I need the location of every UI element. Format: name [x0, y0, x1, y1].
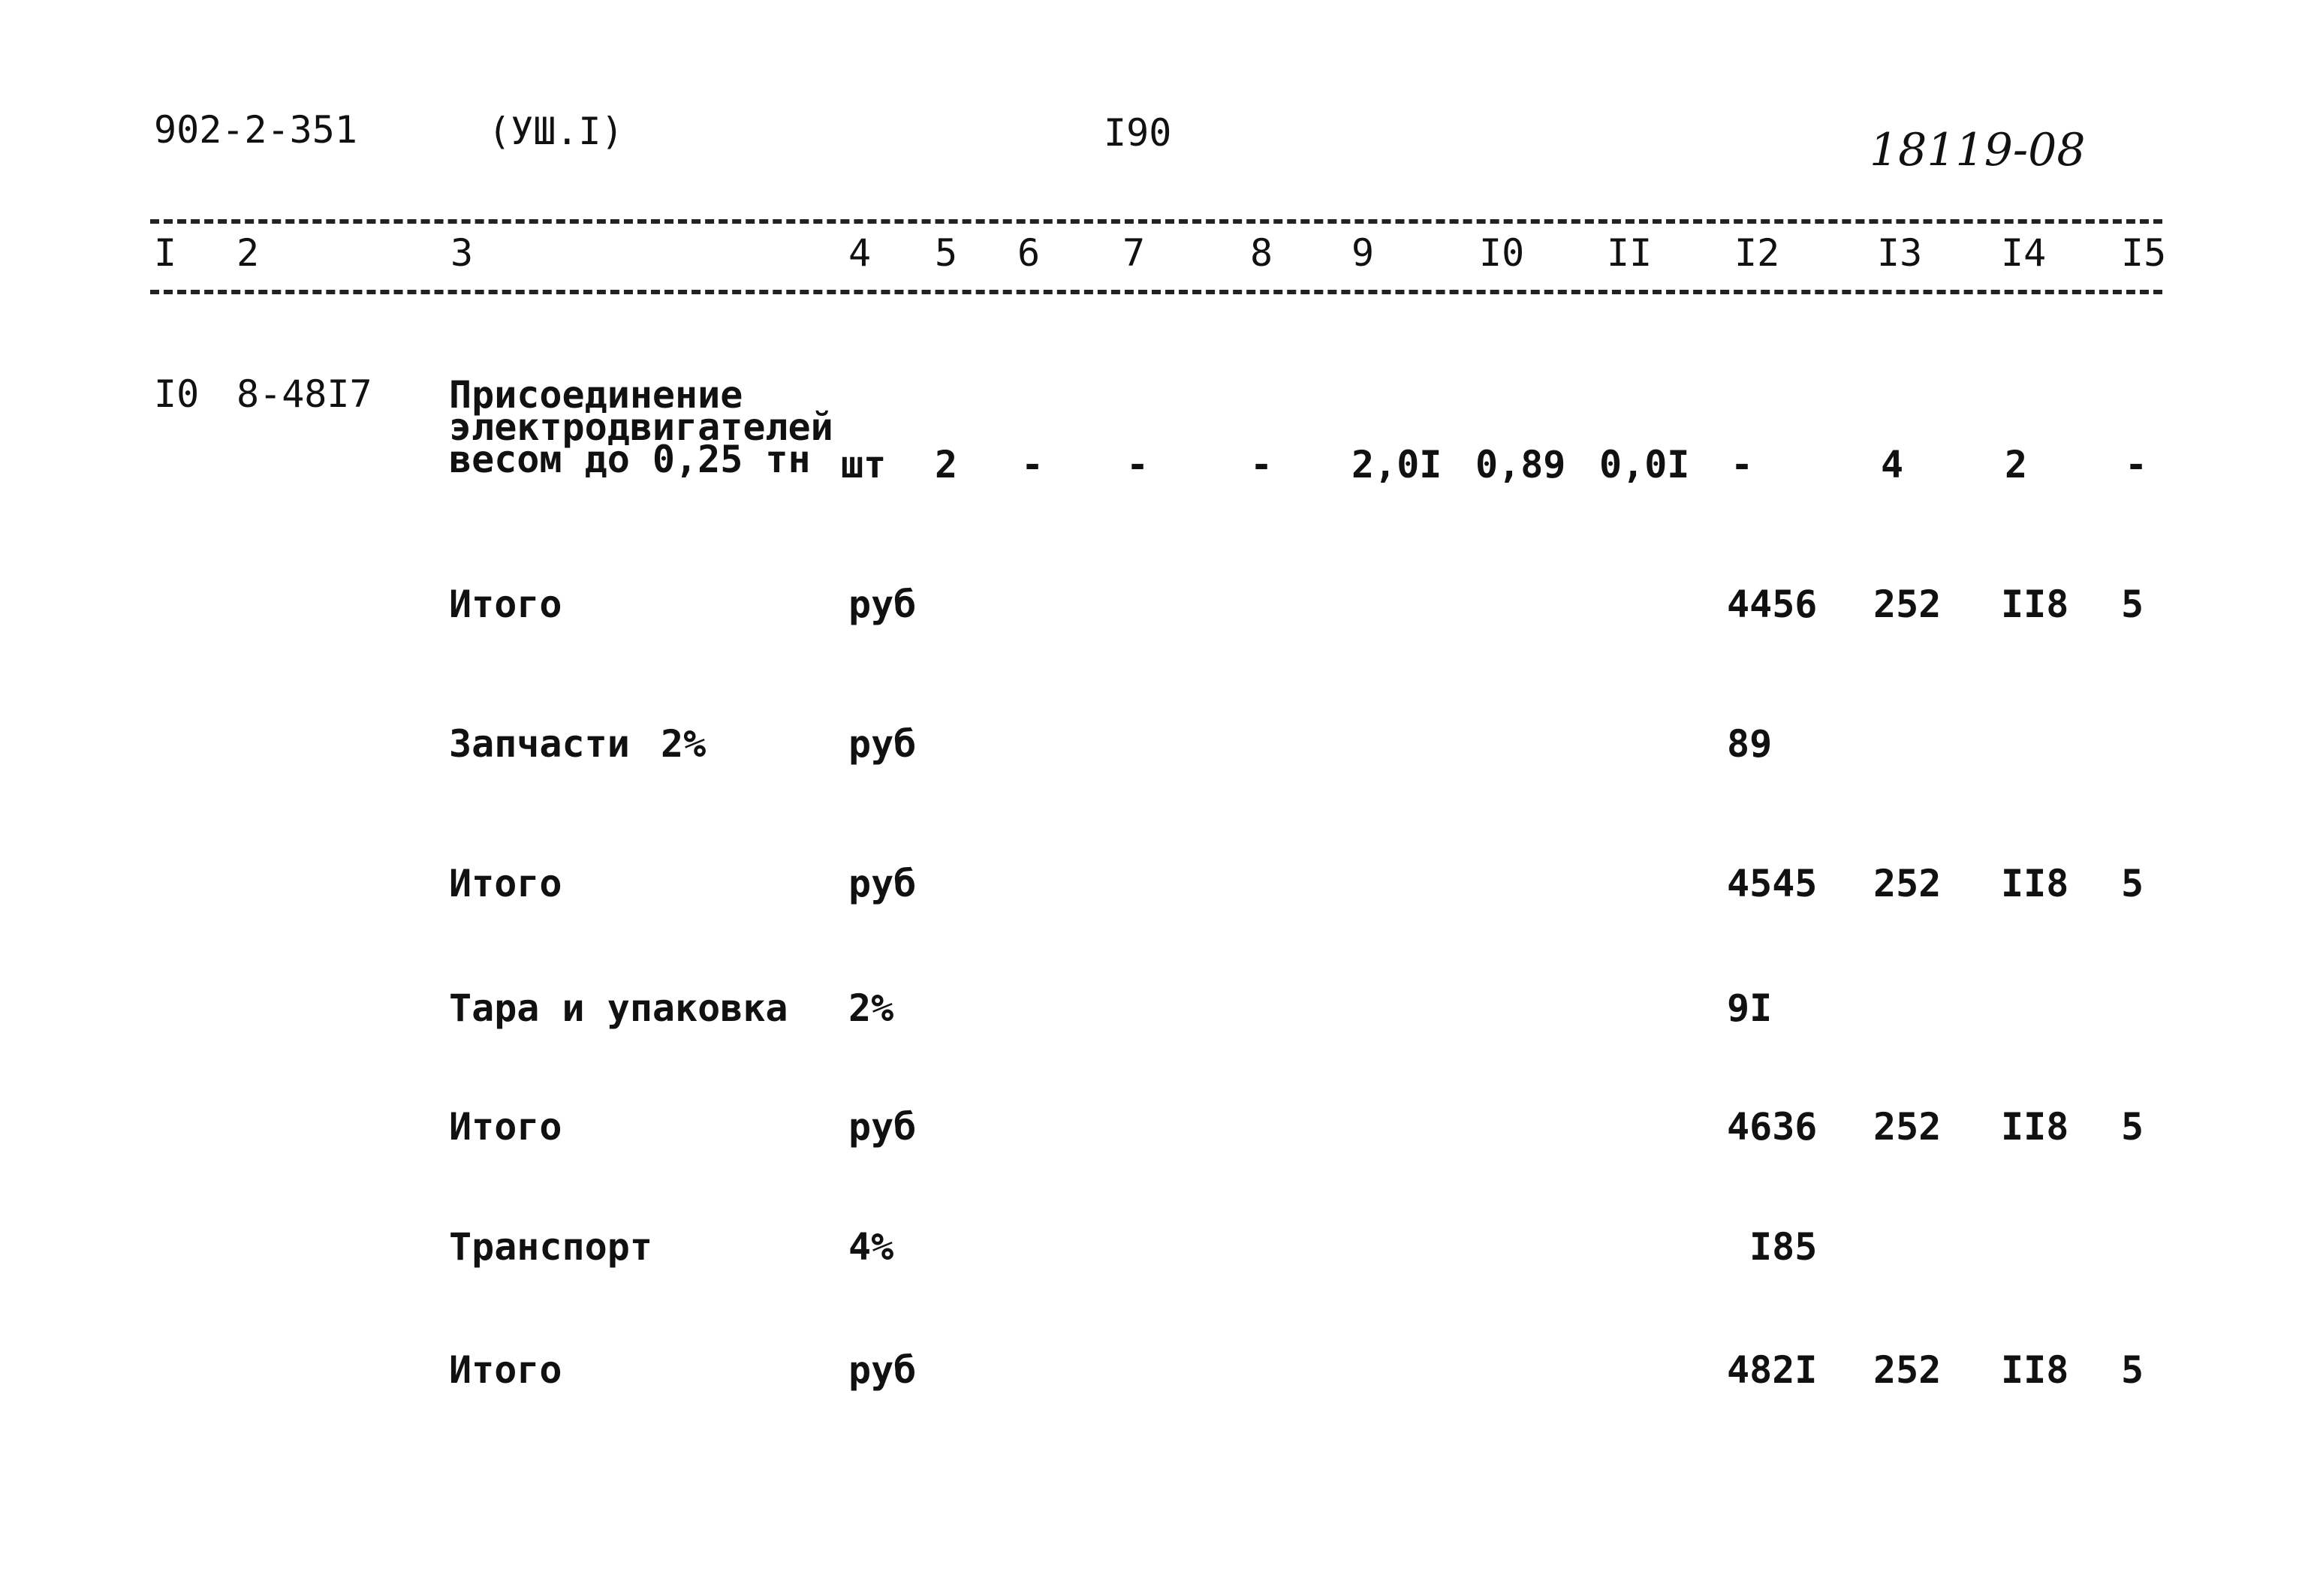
row-col-13: 252	[1873, 583, 1942, 626]
item-col-9: 2,0I	[1351, 443, 1442, 486]
row-unit: руб	[848, 1105, 917, 1149]
row-col-12: 4636	[1727, 1105, 1818, 1149]
item-col-8: -	[1250, 443, 1273, 486]
item-col-6: -	[1021, 443, 1044, 486]
col-number: I5	[2121, 231, 2167, 275]
item-unit: шт	[841, 443, 887, 486]
item-name-line-3: весом до 0,25 тн	[449, 438, 811, 481]
row-unit: руб	[848, 583, 917, 626]
row-label: Транспорт	[449, 1225, 652, 1269]
row-label: Итого	[449, 862, 562, 905]
row-label: Итого	[449, 1105, 562, 1149]
row-label: Тара и упаковка	[449, 986, 788, 1030]
row-unit: 2%	[848, 986, 894, 1030]
col-number: 3	[450, 231, 474, 275]
col-number: I2	[1734, 231, 1780, 275]
row-col-12: 482I	[1727, 1348, 1818, 1392]
col-number: 7	[1122, 231, 1146, 275]
item-number: I0	[154, 372, 200, 416]
item-name-line-2: электродвигателей	[449, 405, 833, 449]
row-label: Итого	[449, 1348, 562, 1392]
row-col-14: II8	[2001, 583, 2069, 626]
col-number: I	[154, 231, 177, 275]
archive-stamp: 18119-08	[1870, 124, 2086, 176]
row-col-14: II8	[2001, 1348, 2069, 1392]
col-number: II	[1607, 231, 1653, 275]
item-col-7: -	[1126, 443, 1149, 486]
col-number: 9	[1351, 231, 1375, 275]
col-number: I0	[1479, 231, 1525, 275]
row-col-12: 4545	[1727, 862, 1818, 905]
row-label: Запчасти	[449, 722, 630, 766]
row-col-12: I85	[1749, 1225, 1818, 1269]
row-col-12: 4456	[1727, 583, 1818, 626]
row-percent: 2%	[661, 722, 707, 766]
page-number: I90	[1104, 111, 1172, 155]
row-unit: руб	[848, 862, 917, 905]
row-col-12: 9I	[1727, 986, 1773, 1030]
row-col-15: 5	[2121, 583, 2144, 626]
row-unit: руб	[848, 1348, 917, 1392]
row-col-15: 5	[2121, 862, 2144, 905]
row-label: Итого	[449, 583, 562, 626]
item-name-line-1: Присоединение	[449, 373, 743, 417]
row-col-12: 89	[1727, 722, 1773, 766]
item-col-11: 0,0I	[1599, 443, 1690, 486]
col-number: 8	[1250, 231, 1273, 275]
item-col-14: 2	[2005, 443, 2028, 486]
item-code: 8-48I7	[237, 372, 372, 416]
item-col-10: 0,89	[1475, 443, 1566, 486]
col-number: I3	[1877, 231, 1923, 275]
row-col-13: 252	[1873, 1105, 1942, 1149]
col-number: 2	[237, 231, 260, 275]
col-number: 6	[1017, 231, 1041, 275]
item-qty: 2	[935, 443, 958, 486]
row-col-15: 5	[2121, 1348, 2144, 1392]
col-number: I4	[2001, 231, 2047, 275]
row-col-14: II8	[2001, 1105, 2069, 1149]
section-label: (УШ.I)	[488, 110, 624, 153]
item-col-13: 4	[1881, 443, 1904, 486]
row-unit: 4%	[848, 1225, 894, 1269]
row-unit: руб	[848, 722, 917, 766]
col-number: 4	[848, 231, 872, 275]
item-col-15: -	[2125, 443, 2148, 486]
header-bottom-rule	[150, 290, 2162, 294]
row-col-13: 252	[1873, 1348, 1942, 1392]
document-code: 902-2-351	[154, 108, 357, 152]
header-top-rule	[150, 219, 2162, 224]
row-col-15: 5	[2121, 1105, 2144, 1149]
row-col-13: 252	[1873, 862, 1942, 905]
col-number: 5	[935, 231, 958, 275]
item-col-12: -	[1731, 443, 1754, 486]
row-col-14: II8	[2001, 862, 2069, 905]
